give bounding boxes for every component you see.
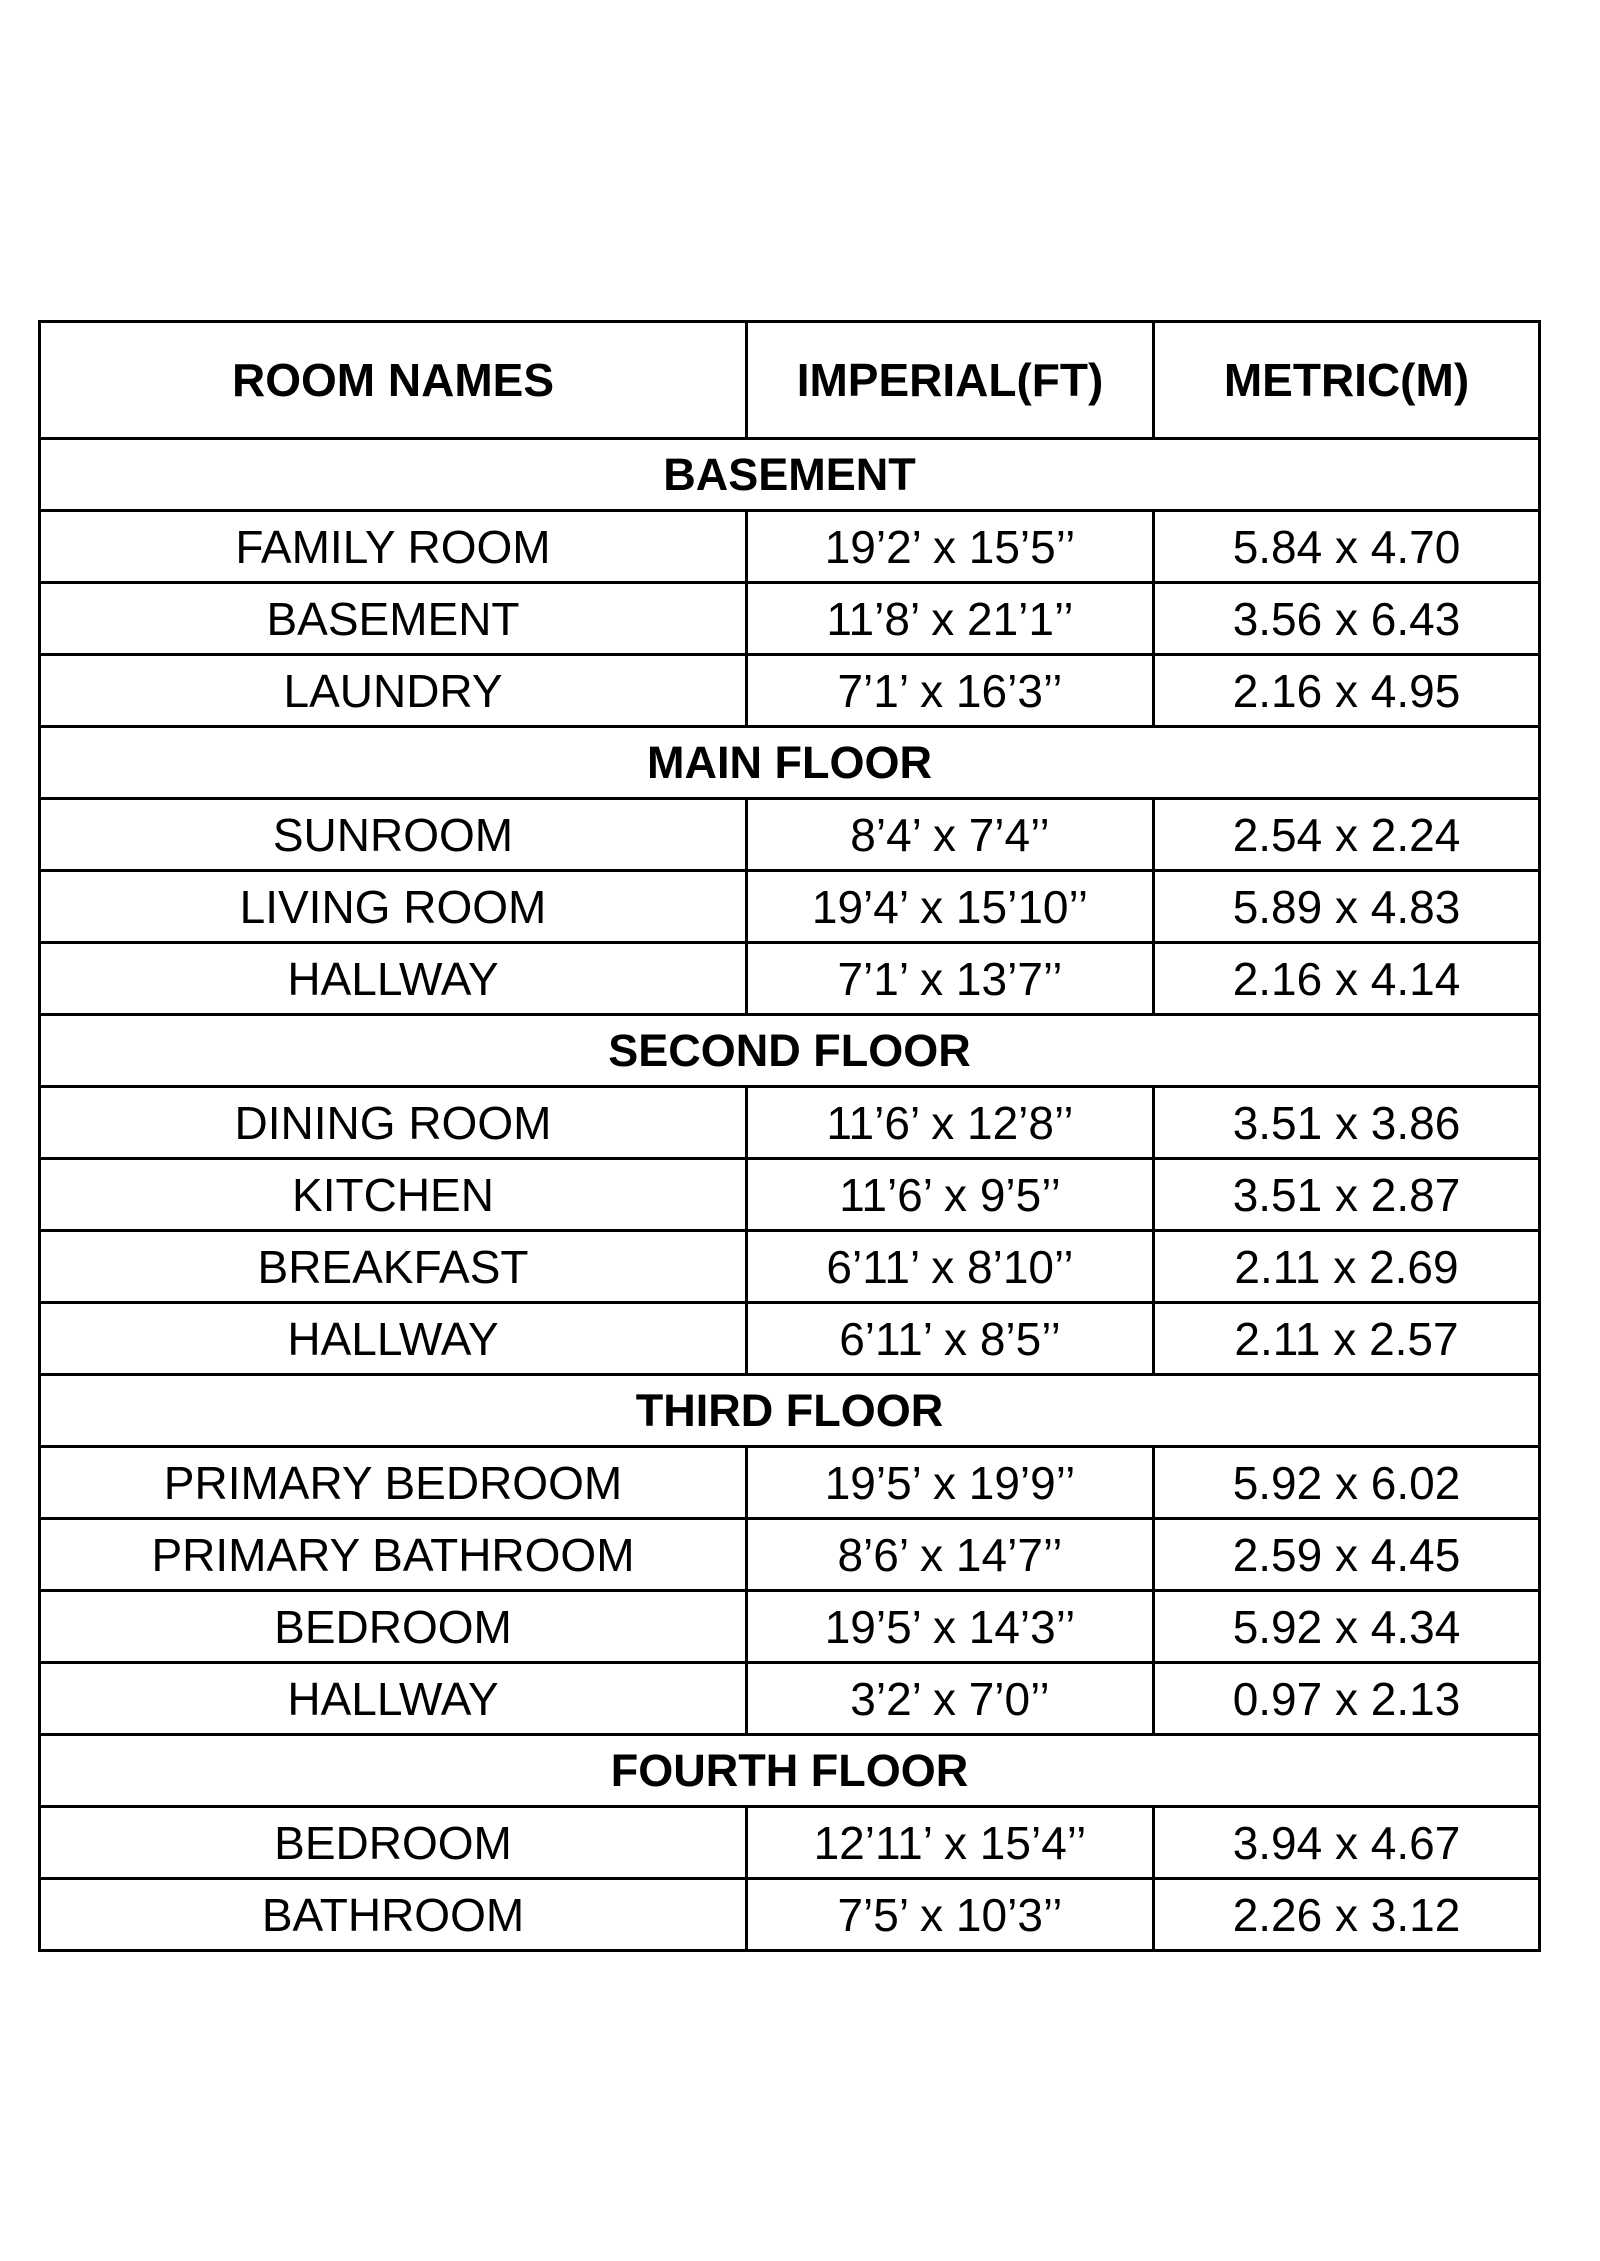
section-title: MAIN FLOOR bbox=[40, 727, 1540, 799]
header-row bbox=[40, 322, 1540, 439]
imperial-cell: 6’11’ x 8’5’’ bbox=[747, 1303, 1154, 1375]
room-name-cell: BASEMENT bbox=[40, 583, 747, 655]
metric-cell: 5.84 x 4.70 bbox=[1154, 511, 1540, 583]
metric-cell: 3.51 x 3.86 bbox=[1154, 1087, 1540, 1159]
room-name-cell: DINING ROOM bbox=[40, 1087, 747, 1159]
metric-cell: 2.11 x 2.69 bbox=[1154, 1231, 1540, 1303]
metric-cell: 3.56 x 6.43 bbox=[1154, 583, 1540, 655]
imperial-cell: 19’2’ x 15’5’’ bbox=[747, 511, 1154, 583]
metric-cell: 2.11 x 2.57 bbox=[1154, 1303, 1540, 1375]
table-row bbox=[40, 1879, 1540, 1951]
room-name-cell: PRIMARY BEDROOM bbox=[40, 1447, 747, 1519]
metric-cell: 5.89 x 4.83 bbox=[1154, 871, 1540, 943]
section-row-basement bbox=[40, 439, 1540, 511]
section-row-fourth-floor bbox=[40, 1735, 1540, 1807]
room-name-cell: KITCHEN bbox=[40, 1159, 747, 1231]
room-dimensions-table bbox=[38, 320, 1541, 1952]
room-name-cell: HALLWAY bbox=[40, 1303, 747, 1375]
header-imperial: IMPERIAL(FT) bbox=[747, 322, 1154, 439]
imperial-cell: 11’6’ x 12’8’’ bbox=[747, 1087, 1154, 1159]
metric-cell: 2.16 x 4.95 bbox=[1154, 655, 1540, 727]
table-row bbox=[40, 1447, 1540, 1519]
imperial-cell: 7’5’ x 10’3’’ bbox=[747, 1879, 1154, 1951]
room-name-cell: BEDROOM bbox=[40, 1591, 747, 1663]
table-row bbox=[40, 655, 1540, 727]
imperial-cell: 7’1’ x 13’7’’ bbox=[747, 943, 1154, 1015]
room-name-cell: HALLWAY bbox=[40, 1663, 747, 1735]
table-row bbox=[40, 1519, 1540, 1591]
table-row bbox=[40, 1087, 1540, 1159]
section-title: THIRD FLOOR bbox=[40, 1375, 1540, 1447]
imperial-cell: 12’11’ x 15’4’’ bbox=[747, 1807, 1154, 1879]
metric-cell: 2.54 x 2.24 bbox=[1154, 799, 1540, 871]
imperial-cell: 11’6’ x 9’5’’ bbox=[747, 1159, 1154, 1231]
metric-cell: 5.92 x 6.02 bbox=[1154, 1447, 1540, 1519]
room-name-cell: LIVING ROOM bbox=[40, 871, 747, 943]
table-row bbox=[40, 799, 1540, 871]
metric-cell: 5.92 x 4.34 bbox=[1154, 1591, 1540, 1663]
table-row bbox=[40, 1807, 1540, 1879]
metric-cell: 2.26 x 3.12 bbox=[1154, 1879, 1540, 1951]
table-row bbox=[40, 1663, 1540, 1735]
section-title: BASEMENT bbox=[40, 439, 1540, 511]
section-row-third-floor bbox=[40, 1375, 1540, 1447]
section-title: FOURTH FLOOR bbox=[40, 1735, 1540, 1807]
room-name-cell: BATHROOM bbox=[40, 1879, 747, 1951]
metric-cell: 3.51 x 2.87 bbox=[1154, 1159, 1540, 1231]
room-name-cell: PRIMARY BATHROOM bbox=[40, 1519, 747, 1591]
table-row bbox=[40, 1303, 1540, 1375]
imperial-cell: 7’1’ x 16’3’’ bbox=[747, 655, 1154, 727]
imperial-cell: 19’4’ x 15’10’’ bbox=[747, 871, 1154, 943]
room-name-cell: FAMILY ROOM bbox=[40, 511, 747, 583]
imperial-cell: 3’2’ x 7’0’’ bbox=[747, 1663, 1154, 1735]
section-title: SECOND FLOOR bbox=[40, 1015, 1540, 1087]
metric-cell: 2.59 x 4.45 bbox=[1154, 1519, 1540, 1591]
room-name-cell: HALLWAY bbox=[40, 943, 747, 1015]
imperial-cell: 19’5’ x 19’9’’ bbox=[747, 1447, 1154, 1519]
table-row bbox=[40, 943, 1540, 1015]
header-metric: METRIC(M) bbox=[1154, 322, 1540, 439]
metric-cell: 0.97 x 2.13 bbox=[1154, 1663, 1540, 1735]
header-room-names: ROOM NAMES bbox=[40, 322, 747, 439]
room-name-cell: BREAKFAST bbox=[40, 1231, 747, 1303]
table-row bbox=[40, 871, 1540, 943]
imperial-cell: 8’4’ x 7’4’’ bbox=[747, 799, 1154, 871]
room-name-cell: BEDROOM bbox=[40, 1807, 747, 1879]
table-row bbox=[40, 583, 1540, 655]
imperial-cell: 19’5’ x 14’3’’ bbox=[747, 1591, 1154, 1663]
imperial-cell: 6’11’ x 8’10’’ bbox=[747, 1231, 1154, 1303]
table-row bbox=[40, 1231, 1540, 1303]
section-row-second-floor bbox=[40, 1015, 1540, 1087]
metric-cell: 3.94 x 4.67 bbox=[1154, 1807, 1540, 1879]
table-row bbox=[40, 1159, 1540, 1231]
imperial-cell: 8’6’ x 14’7’’ bbox=[747, 1519, 1154, 1591]
imperial-cell: 11’8’ x 21’1’’ bbox=[747, 583, 1154, 655]
metric-cell: 2.16 x 4.14 bbox=[1154, 943, 1540, 1015]
room-name-cell: LAUNDRY bbox=[40, 655, 747, 727]
table-row bbox=[40, 511, 1540, 583]
room-name-cell: SUNROOM bbox=[40, 799, 747, 871]
table-row bbox=[40, 1591, 1540, 1663]
section-row-main-floor bbox=[40, 727, 1540, 799]
